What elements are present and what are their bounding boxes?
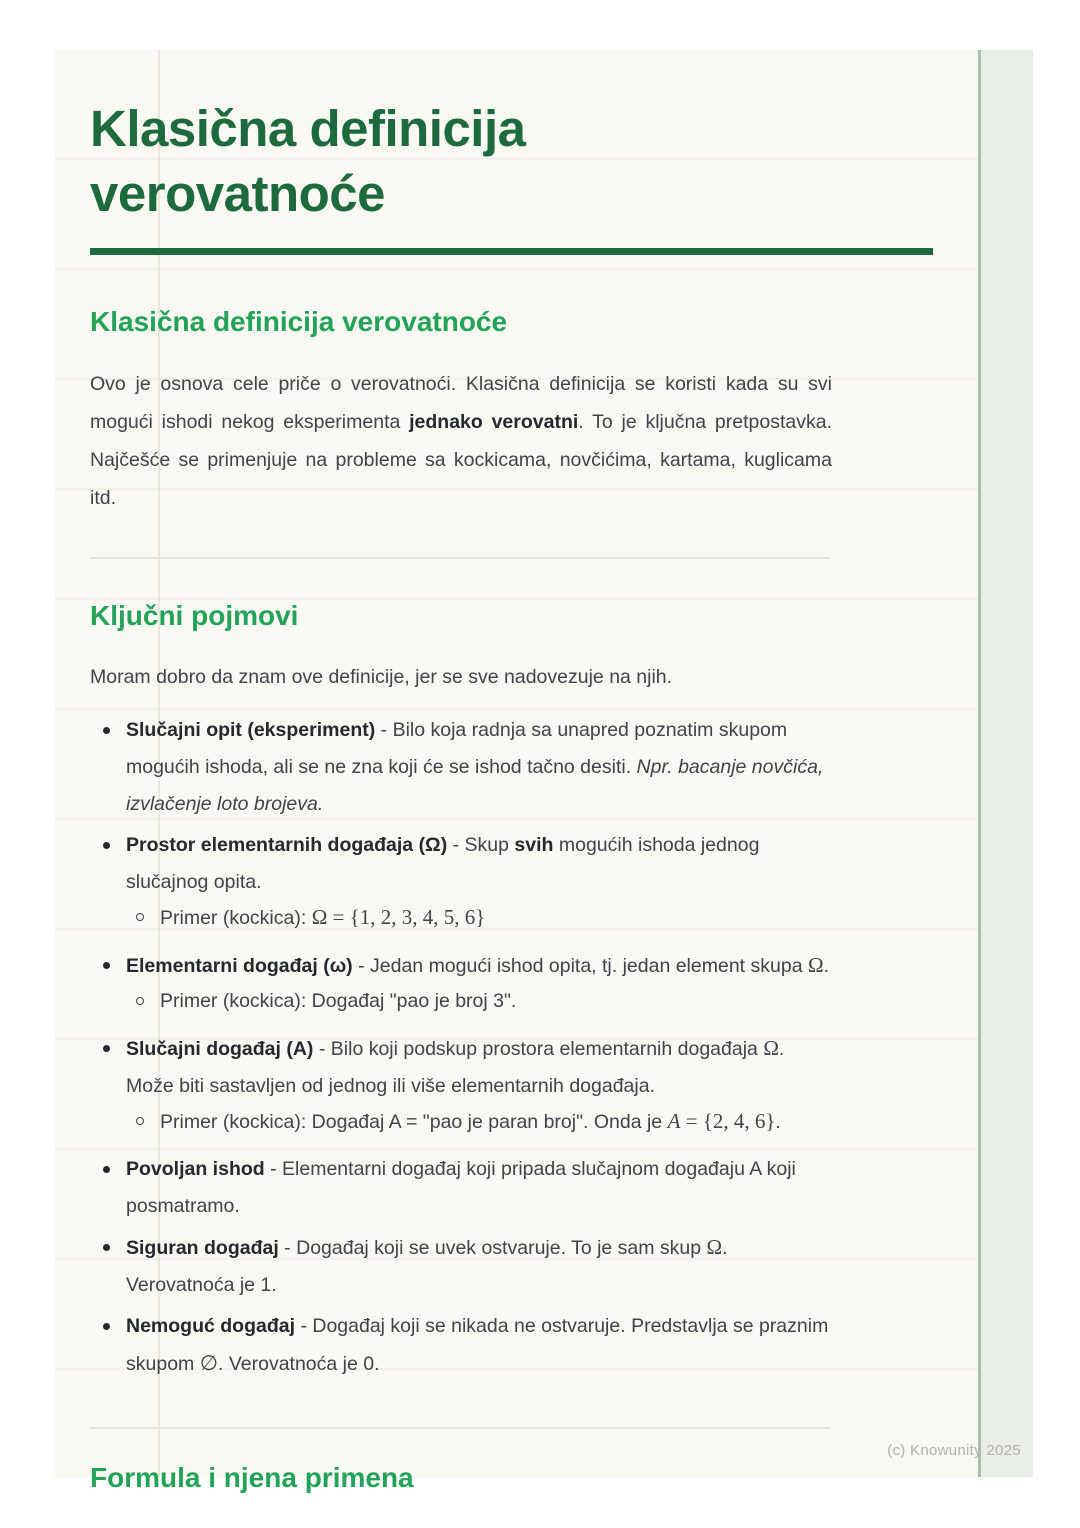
list-item-nemoguc-dogadjaj	[90, 1308, 832, 1383]
page-edge-strip	[978, 50, 1033, 1477]
sub-list	[126, 1103, 832, 1141]
list-item-siguran-dogadjaj	[90, 1229, 832, 1304]
term-definition-end: . Može biti sastavljen od jednog ili više elementarnih događaja.	[126, 1038, 785, 1097]
term-separator: -	[295, 1315, 313, 1337]
intro-paragraph	[90, 365, 832, 517]
example-text-end: .	[775, 1111, 781, 1133]
term-separator: -	[447, 834, 465, 856]
term-separator: -	[264, 1158, 283, 1180]
math-symbol-omega: Ω	[706, 1235, 723, 1259]
sub-list-item-example	[126, 1103, 832, 1141]
section-heading-key-terms: Ključni pojmovi	[90, 600, 299, 631]
math-symbol-omega: Ω	[763, 1036, 779, 1060]
math-symbol-empty-set: ∅	[199, 1351, 218, 1375]
term-definition: Elementarni događaj koji pripada slučajnom događaju A koji posmatramo.	[126, 1158, 796, 1217]
term-definition: Događaj koji se uvek ostvaruje. To je sam skup	[296, 1237, 707, 1259]
sub-list-item-example	[126, 983, 832, 1020]
term-label: Elementarni događaj (ω)	[126, 955, 353, 977]
term-label: Siguran događaj	[126, 1237, 279, 1259]
math-variable-A: A	[667, 1109, 681, 1133]
intro-text-after: . To je ključna pretpostavka. Najčešće se primenjuje na probleme sa kockicama, novčićima, kartama, kuglicama itd.	[90, 411, 832, 509]
section-heading-formula: Formula i njena primena	[90, 1462, 414, 1493]
term-label: Slučajni događaj (A)	[126, 1038, 314, 1060]
term-example-italic: Npr. bacanje novčića, izvlačenje loto brojeva.	[126, 756, 824, 815]
term-separator: -	[313, 1038, 331, 1060]
section-heading-intro: Klasična definicija verovatnoće	[90, 306, 508, 337]
sub-list	[126, 899, 832, 937]
list-item-povoljan-ishod	[90, 1151, 832, 1225]
sub-list	[126, 983, 832, 1020]
copyright-watermark: (c) Knowunity 2025	[887, 1442, 1021, 1459]
term-separator: -	[375, 719, 393, 741]
term-definition: Jedan mogući ishod opita, tj. jedan element skupa	[370, 955, 808, 977]
intro-bold-phrase: jednako verovatni	[409, 411, 579, 433]
example-text: Primer (kockica):	[160, 907, 312, 929]
sub-list-item-example	[126, 899, 832, 937]
list-item-slucajni-dogadjaj	[90, 1030, 832, 1141]
term-separator: -	[278, 1237, 297, 1259]
term-definition: Bilo koja radnja sa unapred poznatim skupom mogućih ishoda, ali se ne zna koji će se ishod tačno desiti.	[126, 719, 788, 778]
key-terms-list	[90, 712, 832, 1383]
term-definition-end: . Verovatnoća je 0.	[218, 1353, 380, 1375]
section-divider	[90, 557, 830, 559]
title-underline-rule	[90, 248, 933, 255]
term-definition: mogućih ishoda jednog slučajnog opita.	[126, 834, 760, 893]
example-text: Primer (kockica): Događaj "pao je broj 3".	[160, 990, 517, 1012]
term-label: Nemoguć događaj	[126, 1315, 296, 1337]
term-definition: Događaj koji se nikada ne ostvaruje. Predstavlja se praznim skupom	[126, 1315, 829, 1375]
note-page-card	[55, 50, 1033, 1493]
term-label: Povoljan ishod	[126, 1158, 265, 1180]
key-terms-lead-paragraph: Moram dobro da znam ove definicije, jer se sve nadovezuje na njih.	[90, 666, 673, 688]
list-item-prostor-dogadjaja	[90, 827, 832, 937]
list-item-slucajni-opit	[90, 712, 832, 823]
term-label: Slučajni opit (eksperiment)	[126, 719, 376, 741]
math-expression: = {2, 4, 6}	[680, 1109, 776, 1133]
term-definition-end: .	[823, 955, 829, 977]
term-inline-bold: svih	[514, 834, 554, 856]
term-label: Prostor elementarnih događaja (Ω)	[126, 834, 448, 856]
term-definition: Bilo koji podskup prostora elementarnih događaja	[330, 1038, 764, 1060]
page-title: Klasična definicija verovatnoće	[90, 100, 526, 222]
example-text: Primer (kockica): Događaj A = "pao je paran broj". Onda je	[160, 1111, 668, 1133]
math-expression: Ω = {1, 2, 3, 4, 5, 6}	[311, 905, 486, 929]
section-divider	[90, 1427, 830, 1429]
note-content	[90, 50, 832, 1495]
term-definition: Skup	[464, 834, 515, 856]
math-symbol-omega: Ω	[807, 953, 824, 977]
term-definition-end: . Verovatnoća je 1.	[126, 1237, 728, 1296]
list-item-elementarni-dogadjaj	[90, 947, 832, 1020]
term-separator: -	[352, 955, 371, 977]
intro-text-before: Ovo je osnova cele priče o verovatnoći. Klasična definicija se koristi kada su svi mogući ishodi nekog eksperimenta	[90, 373, 832, 433]
